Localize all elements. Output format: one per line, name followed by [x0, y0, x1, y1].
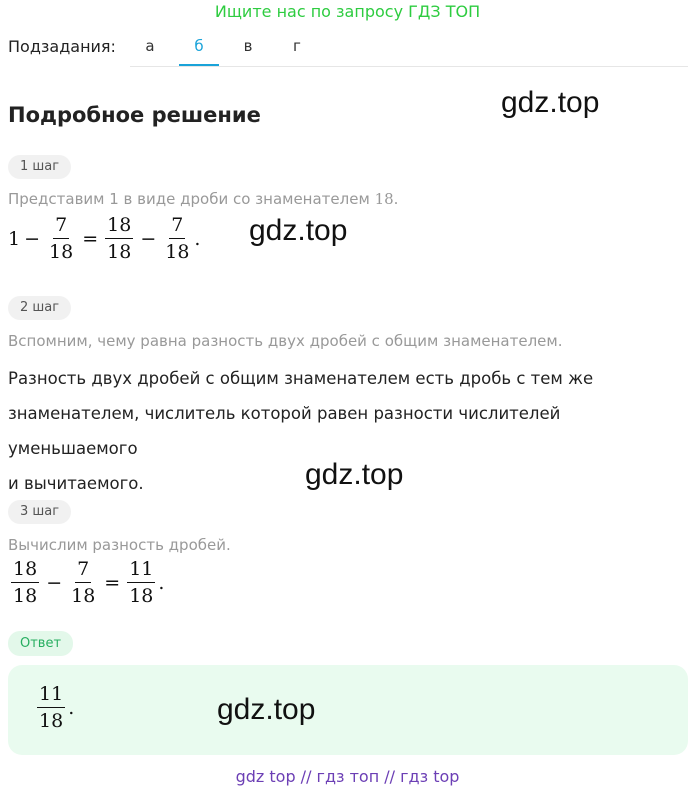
denominator: 18	[49, 241, 74, 263]
period: .	[68, 696, 75, 719]
period: .	[158, 571, 165, 594]
denominator: 18	[13, 585, 38, 607]
fraction	[11, 558, 39, 607]
fraction	[37, 683, 65, 732]
tab-b[interactable]: б	[179, 28, 219, 66]
formula-term: 1	[8, 227, 21, 250]
step-3-formula	[8, 558, 164, 607]
equals-sign: =	[104, 571, 121, 594]
step-1-badge: 1 шаг	[8, 155, 71, 179]
step-1-hint	[8, 189, 398, 209]
equals-sign: =	[82, 227, 99, 250]
watermark: gdz.top	[249, 214, 348, 247]
step-1-hint-number: 18.	[374, 190, 399, 208]
denominator: 18	[129, 585, 154, 607]
denominator: 18	[165, 241, 190, 263]
section-title: Подробное решение	[8, 103, 261, 127]
answer-formula	[34, 683, 74, 732]
fraction	[127, 558, 155, 607]
numerator: 7	[169, 214, 185, 239]
period: .	[194, 227, 201, 250]
search-banner: Ищите нас по запросу ГДЗ ТОП	[214, 2, 481, 21]
numerator: 7	[53, 214, 69, 239]
step-2-hint: Вспомним, чему равна разность двух дробей с общим знаменателем.	[8, 332, 563, 350]
subtask-tabs	[130, 28, 688, 67]
fraction	[105, 214, 133, 263]
numerator: 11	[37, 683, 65, 708]
minus-sign: −	[24, 227, 41, 250]
step-1-formula	[8, 214, 200, 263]
footer-links: gdz top // гдз топ // гдз top	[235, 767, 460, 786]
minus-sign: −	[46, 571, 63, 594]
numerator: 18	[11, 558, 39, 583]
explanation-line: знаменателем, числитель которой равен разности числителей уменьшаемого	[8, 404, 561, 458]
step-3-hint: Вычислим разность дробей.	[8, 536, 231, 554]
tab-a[interactable]: а	[145, 37, 155, 55]
minus-sign: −	[140, 227, 157, 250]
tab-v[interactable]: в	[243, 37, 253, 55]
numerator: 18	[105, 214, 133, 239]
denominator: 18	[107, 241, 132, 263]
denominator: 18	[71, 585, 96, 607]
step-3-badge: 3 шаг	[8, 500, 71, 524]
step-2-badge: 2 шаг	[8, 296, 71, 320]
fraction	[69, 558, 97, 607]
watermark: gdz.top	[501, 86, 600, 119]
answer-box	[8, 665, 688, 755]
numerator: 11	[127, 558, 155, 583]
denominator: 18	[39, 710, 64, 732]
fraction	[47, 214, 75, 263]
step-1-hint-text: Представим 1 в виде дроби со знаменателем	[8, 190, 370, 208]
watermark: gdz.top	[217, 693, 316, 726]
subtasks-label: Подзадания:	[8, 37, 116, 56]
explanation-line: Разность двух дробей с общим знаменателем есть дробь с тем же	[8, 369, 594, 388]
tab-g[interactable]: г	[293, 37, 301, 55]
answer-badge: Ответ	[8, 631, 73, 656]
fraction	[163, 214, 191, 263]
numerator: 7	[75, 558, 91, 583]
watermark: gdz.top	[305, 458, 404, 491]
explanation-line: и вычитаемого.	[8, 474, 144, 493]
